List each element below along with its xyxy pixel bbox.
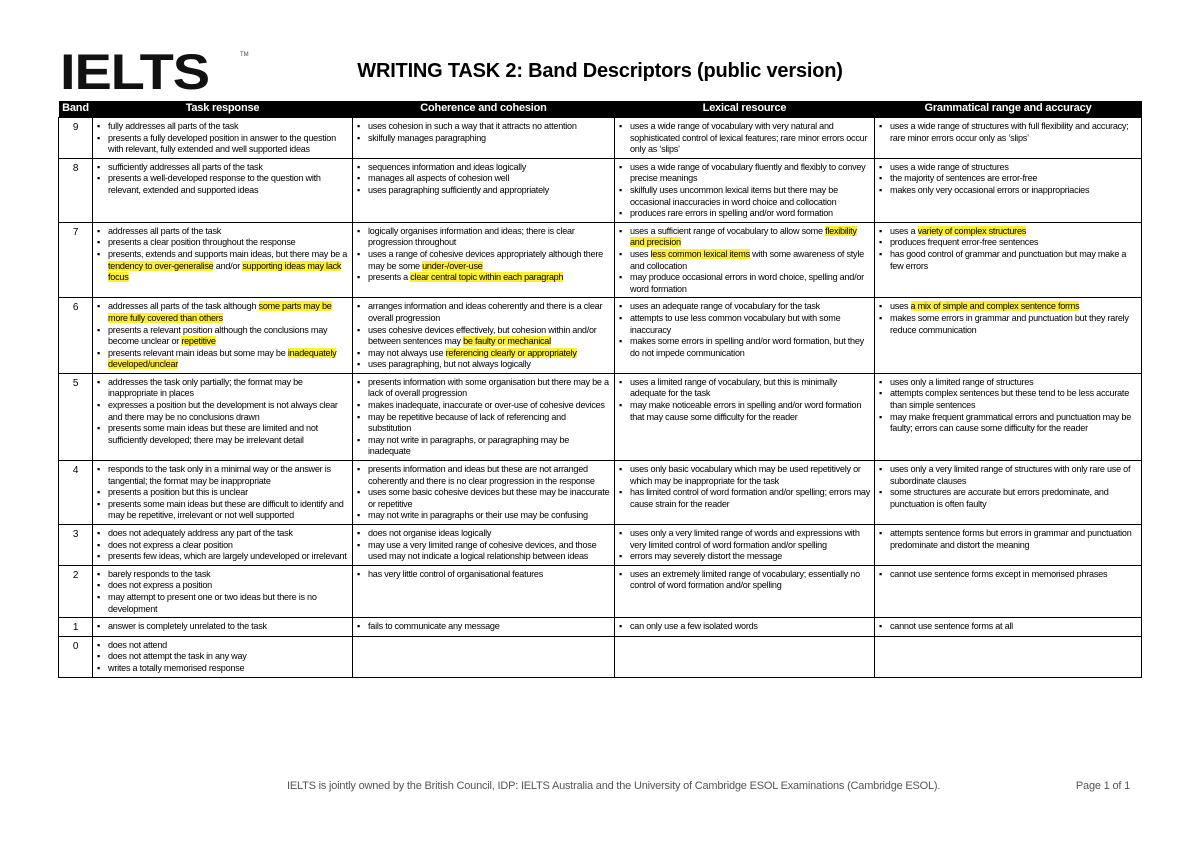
descriptor-item: ▪ skilfully manages paragraphing bbox=[356, 133, 611, 145]
highlighted-phrase: repetitive bbox=[181, 336, 216, 347]
table-row bbox=[59, 298, 1142, 374]
cell-grammar bbox=[875, 298, 1142, 374]
highlighted-phrase: variety of complex structures bbox=[917, 225, 1027, 236]
ielts-logo bbox=[60, 44, 249, 100]
footer-ownership-note: IELTS is jointly owned by the British Council, IDP: IELTS Australia and the University of Cambridge ESOL Examinations (Cambridge ESOL). bbox=[287, 780, 941, 792]
table-body bbox=[59, 118, 1142, 678]
cell-grammar bbox=[875, 618, 1142, 637]
descriptor-list bbox=[356, 121, 611, 144]
cell-task-response bbox=[93, 461, 353, 525]
descriptor-item: ▪ addresses the task only partially; the format may be inappropriate in places bbox=[96, 377, 349, 400]
band-number: 8 bbox=[59, 158, 93, 222]
cell-lexical bbox=[615, 298, 875, 374]
descriptor-item: ▪ uses only a very limited range of structures with only rare use of subordinate clauses bbox=[878, 464, 1138, 487]
page-title: WRITING TASK 2: Band Descriptors (public version) bbox=[357, 60, 843, 82]
descriptor-list bbox=[96, 121, 349, 156]
descriptor-item: ▪ fails to communicate any message bbox=[356, 621, 611, 633]
cell-grammar bbox=[875, 222, 1142, 298]
descriptor-item: ▪ does not express a clear position bbox=[96, 540, 349, 552]
table-row bbox=[59, 118, 1142, 159]
descriptor-item: ▪ manages all aspects of cohesion well bbox=[356, 173, 611, 185]
table-row bbox=[59, 565, 1142, 617]
descriptor-item: ▪ uses only a very limited range of words and expressions with very limited control of word formation and/or spelling bbox=[618, 528, 871, 551]
descriptor-list bbox=[878, 528, 1138, 551]
band-number: 6 bbox=[59, 298, 93, 374]
descriptor-list bbox=[878, 301, 1138, 336]
descriptor-item: ▪ uses an adequate range of vocabulary for the task bbox=[618, 301, 871, 313]
descriptor-item: ▪ responds to the task only in a minimal way or the answer is tangential; the format may be inappropriate bbox=[96, 464, 349, 487]
highlighted-phrase: referencing clearly or appropriately bbox=[445, 347, 577, 358]
descriptor-item: ▪ presents relevant main ideas but some may be inadequately developed/unclear bbox=[96, 348, 349, 371]
highlighted-phrase: supporting ideas may lack focus bbox=[108, 260, 342, 283]
descriptor-item: ▪ uses a variety of complex structures bbox=[878, 226, 1138, 238]
cell-lexical bbox=[615, 461, 875, 525]
descriptor-list bbox=[618, 226, 871, 296]
band-number: 0 bbox=[59, 636, 93, 677]
cell-lexical bbox=[615, 222, 875, 298]
cell-coherence bbox=[353, 525, 615, 566]
descriptor-item: ▪ uses an extremely limited range of vocabulary; essentially no control of word formation and/or spelling bbox=[618, 569, 871, 592]
table-header-row bbox=[59, 101, 1142, 118]
highlighted-phrase: tendency to over-generalise bbox=[108, 260, 214, 271]
descriptor-list bbox=[878, 377, 1138, 435]
header-grammar: Grammatical range and accuracy bbox=[875, 101, 1142, 118]
descriptor-list bbox=[618, 621, 871, 633]
logo-text: IELTS bbox=[60, 44, 209, 100]
band-number: 2 bbox=[59, 565, 93, 617]
descriptor-list bbox=[356, 569, 611, 581]
header-lexical: Lexical resource bbox=[615, 101, 875, 118]
descriptor-item: ▪ uses a mix of simple and complex sentence forms bbox=[878, 301, 1138, 313]
highlighted-phrase: inadequately developed/unclear bbox=[108, 347, 337, 370]
descriptor-list bbox=[96, 569, 349, 615]
descriptor-list bbox=[618, 162, 871, 220]
header-coherence: Coherence and cohesion bbox=[353, 101, 615, 118]
cell-coherence bbox=[353, 373, 615, 460]
cell-task-response bbox=[93, 373, 353, 460]
descriptor-list bbox=[878, 464, 1138, 510]
cell-grammar bbox=[875, 636, 1142, 677]
descriptor-item: ▪ presents information with some organisation but there may be a lack of overall progression bbox=[356, 377, 611, 400]
descriptor-item: ▪ attempts to use less common vocabulary but with some inaccuracy bbox=[618, 313, 871, 336]
descriptor-item: ▪ uses less common lexical items with some awareness of style and collocation bbox=[618, 249, 871, 272]
descriptor-item: ▪ may use a very limited range of cohesive devices, and those used may not indicate a logical relationship between ideas bbox=[356, 540, 611, 563]
descriptor-list bbox=[618, 464, 871, 510]
cell-grammar bbox=[875, 158, 1142, 222]
descriptor-item: ▪ makes inadequate, inaccurate or over-use of cohesive devices bbox=[356, 400, 611, 412]
descriptor-list bbox=[618, 569, 871, 592]
table-row bbox=[59, 373, 1142, 460]
highlighted-phrase: clear central topic within each paragraph bbox=[410, 272, 564, 283]
descriptor-item: ▪ may not always use referencing clearly or appropriately bbox=[356, 348, 611, 360]
descriptor-list bbox=[356, 226, 611, 284]
descriptor-list bbox=[356, 621, 611, 633]
descriptor-item: ▪ the majority of sentences are error-free bbox=[878, 173, 1138, 185]
cell-coherence bbox=[353, 118, 615, 159]
descriptor-list bbox=[96, 528, 349, 563]
descriptor-item: ▪ has limited control of word formation and/or spelling; errors may cause strain for the reader bbox=[618, 487, 871, 510]
descriptor-list bbox=[356, 301, 611, 371]
descriptor-item: ▪ logically organises information and ideas; there is clear progression throughout bbox=[356, 226, 611, 249]
band-number: 9 bbox=[59, 118, 93, 159]
descriptor-item: ▪ attempts complex sentences but these tend to be less accurate than simple sentences bbox=[878, 388, 1138, 411]
descriptor-item: ▪ skilfully uses uncommon lexical items but there may be occasional inaccuracies in word choice and collocation bbox=[618, 185, 871, 208]
descriptor-item: ▪ does not attend bbox=[96, 640, 349, 652]
cell-task-response bbox=[93, 118, 353, 159]
descriptor-item: ▪ makes some errors in grammar and punctuation but they rarely reduce communication bbox=[878, 313, 1138, 336]
descriptor-item: ▪ cannot use sentence forms at all bbox=[878, 621, 1138, 633]
descriptor-item: ▪ presents a relevant position although the conclusions may become unclear or repetitive bbox=[96, 325, 349, 348]
table-row bbox=[59, 618, 1142, 637]
descriptor-item: ▪ does not express a position bbox=[96, 580, 349, 592]
descriptor-list bbox=[618, 377, 871, 423]
descriptor-list bbox=[356, 162, 611, 197]
descriptor-item: ▪ uses only basic vocabulary which may be used repetitively or which may be inappropriate for the task bbox=[618, 464, 871, 487]
descriptor-item: ▪ can only use a few isolated words bbox=[618, 621, 871, 633]
cell-coherence bbox=[353, 636, 615, 677]
cell-coherence bbox=[353, 222, 615, 298]
descriptor-item: ▪ errors may severely distort the message bbox=[618, 551, 871, 563]
cell-task-response bbox=[93, 636, 353, 677]
descriptor-item: ▪ uses paragraphing, but not always logically bbox=[356, 359, 611, 371]
cell-task-response bbox=[93, 158, 353, 222]
descriptor-item: ▪ uses only a limited range of structures bbox=[878, 377, 1138, 389]
highlighted-phrase: less common lexical items bbox=[650, 248, 750, 259]
cell-coherence bbox=[353, 158, 615, 222]
cell-coherence bbox=[353, 618, 615, 637]
descriptor-item: ▪ uses a wide range of structures with full flexibility and accuracy; rare minor errors occur only as ‘slips’ bbox=[878, 121, 1138, 144]
cell-task-response bbox=[93, 565, 353, 617]
descriptor-list bbox=[356, 528, 611, 563]
descriptor-item: ▪ does not organise ideas logically bbox=[356, 528, 611, 540]
descriptor-list bbox=[356, 377, 611, 458]
cell-grammar bbox=[875, 118, 1142, 159]
cell-coherence bbox=[353, 298, 615, 374]
descriptor-list bbox=[96, 621, 349, 633]
descriptor-item: ▪ uses a wide range of vocabulary fluently and flexibly to convey precise meanings bbox=[618, 162, 871, 185]
descriptor-list bbox=[96, 464, 349, 522]
descriptor-item: ▪ arranges information and ideas coherently and there is a clear overall progression bbox=[356, 301, 611, 324]
descriptor-item: ▪ presents some main ideas but these are limited and not sufficiently developed; there may be irrelevant detail bbox=[96, 423, 349, 446]
descriptor-item: ▪ uses a wide range of vocabulary with very natural and sophisticated control of lexical features; rare minor errors occur only as ‘slips’ bbox=[618, 121, 871, 156]
cell-lexical bbox=[615, 565, 875, 617]
descriptor-list bbox=[96, 301, 349, 371]
band-number: 3 bbox=[59, 525, 93, 566]
band-number: 4 bbox=[59, 461, 93, 525]
band-number: 1 bbox=[59, 618, 93, 637]
cell-task-response bbox=[93, 298, 353, 374]
descriptor-list bbox=[96, 162, 349, 197]
descriptor-item: ▪ attempts sentence forms but errors in grammar and punctuation predominate and distort the meaning bbox=[878, 528, 1138, 551]
descriptor-item: ▪ may make frequent grammatical errors and punctuation may be faulty; errors can cause some difficulty for the reader bbox=[878, 412, 1138, 435]
cell-task-response bbox=[93, 525, 353, 566]
descriptor-item: ▪ addresses all parts of the task although some parts may be more fully covered than others bbox=[96, 301, 349, 324]
descriptor-item: ▪ presents information and ideas but these are not arranged coherently and there is no clear progression in the response bbox=[356, 464, 611, 487]
descriptor-item: ▪ uses some basic cohesive devices but these may be inaccurate or repetitive bbox=[356, 487, 611, 510]
band-number: 5 bbox=[59, 373, 93, 460]
descriptor-list bbox=[96, 377, 349, 447]
descriptor-item: ▪ sequences information and ideas logically bbox=[356, 162, 611, 174]
descriptor-list bbox=[96, 640, 349, 675]
cell-grammar bbox=[875, 565, 1142, 617]
descriptor-item: ▪ produces frequent error-free sentences bbox=[878, 237, 1138, 249]
page-number: Page 1 of 1 bbox=[1075, 780, 1130, 792]
cell-lexical bbox=[615, 373, 875, 460]
descriptor-item: ▪ presents a clear position throughout the response bbox=[96, 237, 349, 249]
band-number: 7 bbox=[59, 222, 93, 298]
descriptor-item: ▪ writes a totally memorised response bbox=[96, 663, 349, 675]
descriptor-list bbox=[618, 121, 871, 156]
descriptor-item: ▪ has good control of grammar and punctuation but may make a few errors bbox=[878, 249, 1138, 272]
descriptor-item: ▪ uses cohesive devices effectively, but cohesion within and/or between sentences may be faulty or mechanical bbox=[356, 325, 611, 348]
descriptor-item: ▪ fully addresses all parts of the task bbox=[96, 121, 349, 133]
descriptor-list bbox=[878, 226, 1138, 272]
table-row bbox=[59, 461, 1142, 525]
descriptor-item: ▪ presents a clear central topic within each paragraph bbox=[356, 272, 611, 284]
descriptor-item: ▪ has very little control of organisational features bbox=[356, 569, 611, 581]
descriptor-item: ▪ some structures are accurate but errors predominate, and punctuation is often faulty bbox=[878, 487, 1138, 510]
descriptor-item: ▪ may be repetitive because of lack of referencing and substitution bbox=[356, 412, 611, 435]
descriptor-item: ▪ uses a wide range of structures bbox=[878, 162, 1138, 174]
descriptor-item: ▪ expresses a position but the development is not always clear and there may be no conclusions drawn bbox=[96, 400, 349, 423]
descriptor-list bbox=[878, 121, 1138, 144]
descriptor-item: ▪ may produce occasional errors in word choice, spelling and/or word formation bbox=[618, 272, 871, 295]
descriptor-item: ▪ may make noticeable errors in spelling and/or word formation that may cause some difficulty for the reader bbox=[618, 400, 871, 423]
cell-task-response bbox=[93, 222, 353, 298]
table-row bbox=[59, 158, 1142, 222]
cell-grammar bbox=[875, 525, 1142, 566]
highlighted-phrase: some parts may be more fully covered than others bbox=[108, 301, 332, 323]
descriptor-list bbox=[878, 569, 1138, 581]
cell-grammar bbox=[875, 373, 1142, 460]
cell-lexical bbox=[615, 618, 875, 637]
descriptor-item: ▪ uses a range of cohesive devices appropriately although there may be some under-/over-use bbox=[356, 249, 611, 272]
highlighted-phrase: be faulty or mechanical bbox=[463, 336, 551, 347]
highlighted-phrase: a mix of simple and complex sentence forms bbox=[910, 301, 1080, 312]
descriptor-item: ▪ presents a fully developed position in answer to the question with relevant, fully extended and well supported ideas bbox=[96, 133, 349, 156]
descriptor-item: ▪ may not write in paragraphs, or paragraphing may be inadequate bbox=[356, 435, 611, 458]
table-row bbox=[59, 222, 1142, 298]
descriptor-item: ▪ presents a position but this is unclear bbox=[96, 487, 349, 499]
descriptor-item: ▪ may not write in paragraphs or their use may be confusing bbox=[356, 510, 611, 522]
descriptor-item: ▪ makes only very occasional errors or inappropriacies bbox=[878, 185, 1138, 197]
cell-coherence bbox=[353, 461, 615, 525]
trademark-mark: TM bbox=[240, 52, 249, 58]
descriptor-item: ▪ does not attempt the task in any way bbox=[96, 651, 349, 663]
cell-task-response bbox=[93, 618, 353, 637]
cell-lexical bbox=[615, 636, 875, 677]
table-row bbox=[59, 525, 1142, 566]
cell-lexical bbox=[615, 525, 875, 566]
band-descriptors-table bbox=[58, 101, 1142, 678]
descriptor-item: ▪ sufficiently addresses all parts of the task bbox=[96, 162, 349, 174]
header-task-response: Task response bbox=[93, 101, 353, 118]
cell-grammar bbox=[875, 461, 1142, 525]
descriptor-item: ▪ may attempt to present one or two ideas but there is no development bbox=[96, 592, 349, 615]
header-band: Band bbox=[59, 101, 93, 118]
table-row bbox=[59, 636, 1142, 677]
descriptor-item: ▪ produces rare errors in spelling and/or word formation bbox=[618, 208, 871, 220]
descriptor-item: ▪ presents a well-developed response to the question with relevant, extended and supported ideas bbox=[96, 173, 349, 196]
descriptor-item: ▪ presents few ideas, which are largely undeveloped or irrelevant bbox=[96, 551, 349, 563]
cell-lexical bbox=[615, 118, 875, 159]
descriptor-item: ▪ barely responds to the task bbox=[96, 569, 349, 581]
descriptor-list bbox=[878, 162, 1138, 197]
descriptor-list bbox=[618, 301, 871, 359]
descriptor-item: ▪ addresses all parts of the task bbox=[96, 226, 349, 238]
descriptor-item: ▪ does not adequately address any part of the task bbox=[96, 528, 349, 540]
descriptor-list bbox=[96, 226, 349, 284]
descriptor-item: ▪ uses a limited range of vocabulary, but this is minimally adequate for the task bbox=[618, 377, 871, 400]
descriptor-list bbox=[618, 528, 871, 563]
descriptor-item: ▪ presents, extends and supports main ideas, but there may be a tendency to over-generalise and/or supporting ideas may lack focus bbox=[96, 249, 349, 284]
descriptor-item: ▪ makes some errors in spelling and/or word formation, but they do not impede communication bbox=[618, 336, 871, 359]
descriptor-list bbox=[356, 464, 611, 522]
descriptor-item: ▪ uses cohesion in such a way that it attracts no attention bbox=[356, 121, 611, 133]
highlighted-phrase: flexibility and precision bbox=[630, 225, 857, 248]
cell-lexical bbox=[615, 158, 875, 222]
cell-coherence bbox=[353, 565, 615, 617]
highlighted-phrase: under-/over-use bbox=[422, 260, 483, 271]
descriptor-item: ▪ presents some main ideas but these are difficult to identify and may be repetitive, irrelevant or not well supported bbox=[96, 499, 349, 522]
descriptor-item: ▪ cannot use sentence forms except in memorised phrases bbox=[878, 569, 1138, 581]
descriptor-list bbox=[878, 621, 1138, 633]
descriptor-item: ▪ uses paragraphing sufficiently and appropriately bbox=[356, 185, 611, 197]
descriptor-item: ▪ answer is completely unrelated to the task bbox=[96, 621, 349, 633]
descriptor-item: ▪ uses a sufficient range of vocabulary to allow some flexibility and precision bbox=[618, 226, 871, 249]
